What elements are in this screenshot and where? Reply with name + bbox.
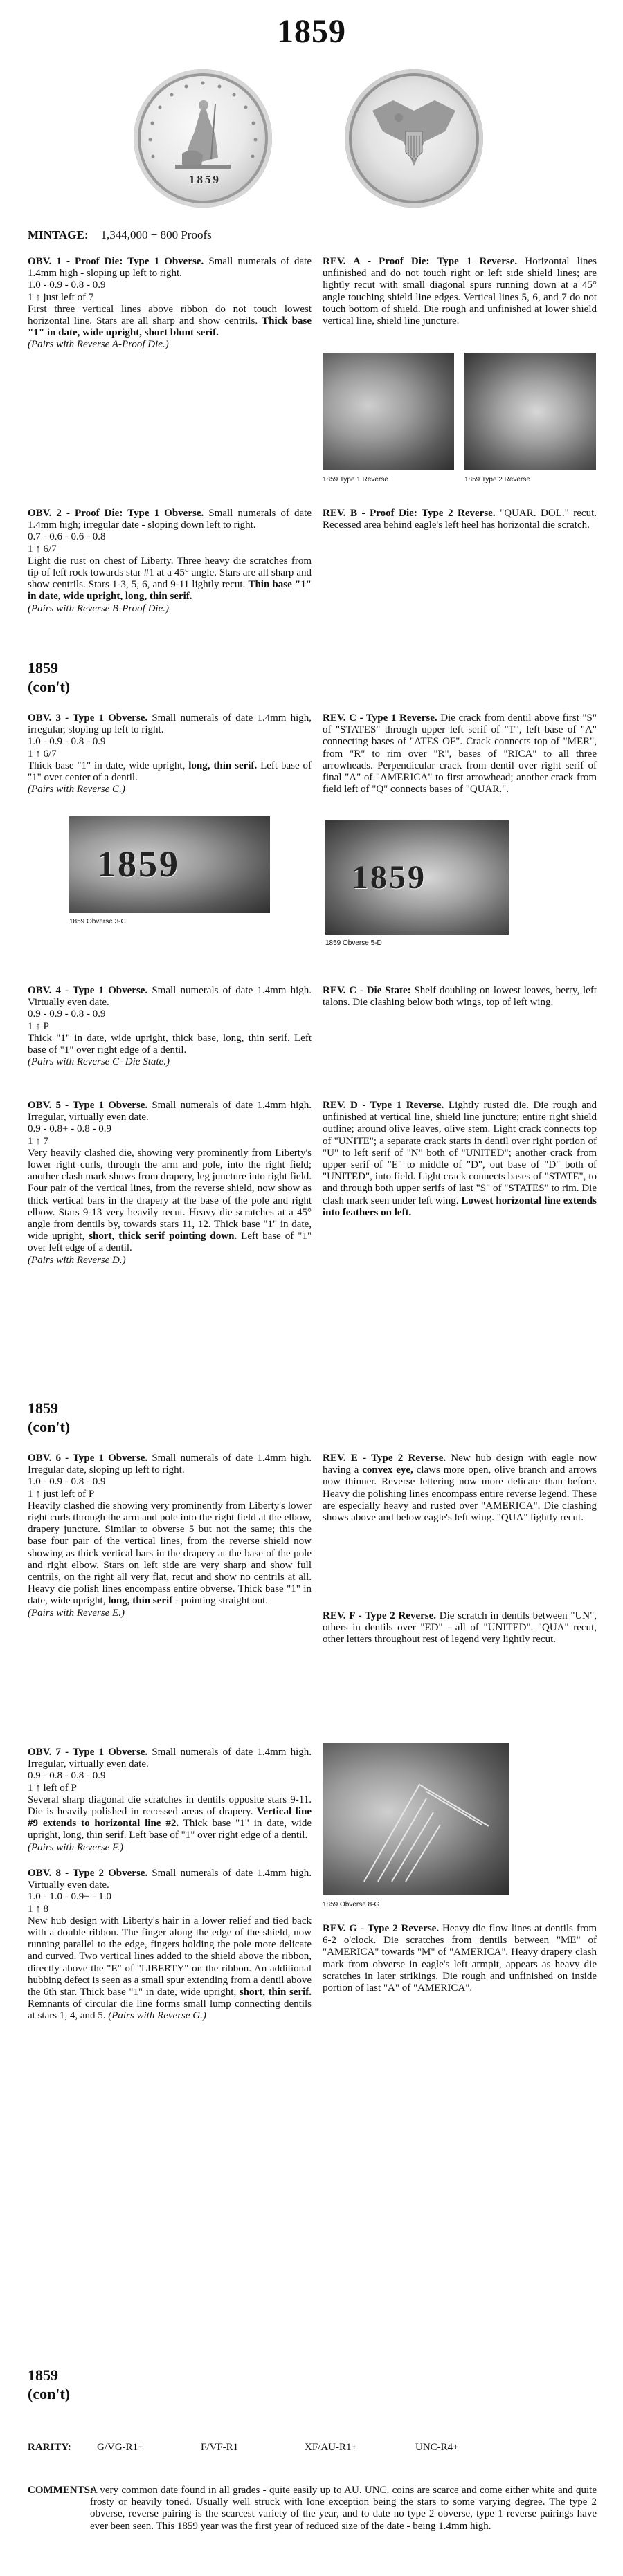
obverse-2-position: 1 ↑ 6/7 <box>28 543 57 555</box>
obverse-2-entry <box>28 508 312 615</box>
obverse-8-pairs: (Pairs with Reverse G.) <box>108 2010 206 2022</box>
comments-text: A very common date found in all grades - quite easily up to AU. UNC. coins are scarce and come either white and quite frosty or heavily toned. Usually well struck with lone exception being the stars to some varying degree. The type 2 obverse, reverse pairing is the scarcest variety of the year, and to date no type 2 obverse, type 1 reverse pairings have ever been seen. This 1859 year was the first year of reduced size of the date - being 1.4mm high. <box>90 2485 597 2532</box>
reverse-b-text: "QUAR. DOL." recut. Recessed area behind eagle's left heel has horizontal die scratch. <box>323 508 597 531</box>
obverse-1-position: 1 ↑ just left of 7 <box>28 291 94 303</box>
obverse-5d-date: 1859 <box>352 859 426 896</box>
continued-label: (con't) <box>28 1418 71 1435</box>
reverse-e-text: New hub design with eagle now having a <box>323 1453 597 1476</box>
obverse-3c-date-photo <box>69 816 270 913</box>
continued-heading-2 <box>28 1399 70 1436</box>
reverse-c-text: Die crack from dentil above first "S" of "STATES" through upper left serif of "T", left base of "A" connecting bases of "ATES OF". Crack connects top of "MER", from "R" to rim over "R", bases of "RICA" to all three arrowheads. Perpendicular crack from dentil over right serif of final "A" of "AMERICA" to first arrowhead; another crack from field left of "Q" connects bases of "QUAR.". <box>323 712 597 795</box>
obverse-7-pairs: (Pairs with Reverse F.) <box>28 1841 124 1853</box>
reverse-c-die-state-text: Shelf doubling on lowest leaves, berry, left talons. Die clashing below both wings, top of left wing. <box>323 985 597 1009</box>
continued-year: 1859 <box>28 1399 58 1417</box>
obverse-1-pairs: (Pairs with Reverse A-Proof Die.) <box>28 339 169 351</box>
reverse-f-text: Die scratch in dentils between "UN", others in dentils over "ED" - all of "UNITED". "QUA" recut, other letters throughout rest of legend very lightly recut. <box>323 1610 597 1646</box>
obverse-7-heading: OBV. 7 - Type 1 Obverse. <box>28 1747 148 1758</box>
obverse-3-position: 1 ↑ 6/7 <box>28 748 57 760</box>
obverse-4-text: Small numerals of date 1.4mm high. Virtually even date. <box>28 985 312 1009</box>
obverse-5d-caption: 1859 Obverse 5-D <box>325 939 382 947</box>
type-2-reverse-photo <box>464 353 596 470</box>
obverse-1-body: First three vertical lines above ribbon do not touch lowest horizontal line. Stars are all sharp and show centrils. <box>28 303 312 327</box>
reverse-c-die-state-entry <box>323 985 597 1009</box>
obverse-2-key: Thin base "1" in date, wide upright, long, thin serif. <box>28 579 312 602</box>
reverse-a-heading: REV. A - Proof Die: Type 1 Reverse. <box>323 256 518 267</box>
obverse-1-entry <box>28 256 312 351</box>
mintage-label: MINTAGE: <box>28 228 89 241</box>
rarity-xf: XF/AU-R1+ <box>305 2442 357 2453</box>
obverse-2-pairs: (Pairs with Reverse B-Proof Die.) <box>28 602 169 614</box>
obverse-6-position: 1 ↑ just left of P <box>28 1488 95 1500</box>
reverse-b-heading: REV. B - Proof Die: Type 2 Reverse. <box>323 508 496 519</box>
obverse-7-body: Several sharp diagonal die scratches in dentils opposite stars 9-11. Die is heavily polished in recessed areas of drapery. <box>28 1794 312 1818</box>
reverse-d-entry <box>323 1100 597 1219</box>
continued-heading-1 <box>28 659 70 696</box>
obverse-5-position: 1 ↑ 7 <box>28 1135 48 1147</box>
obverse-3-text: Small numerals of date 1.4mm high, irregular, sloping up left to right. <box>28 712 312 736</box>
type-1-reverse-photo <box>323 353 454 470</box>
obverse-2-heading: OBV. 2 - Proof Die: Type 1 Obverse. <box>28 508 204 519</box>
obverse-2-grades: 0.7 - 0.6 - 0.6 - 0.8 <box>28 531 106 543</box>
continued-year: 1859 <box>28 659 58 677</box>
obverse-8g-photo <box>323 1743 509 1895</box>
obverse-3-grades: 1.0 - 0.9 - 0.8 - 0.9 <box>28 736 106 748</box>
mintage-value: 1,344,000 + 800 Proofs <box>100 228 212 241</box>
obverse-6-entry <box>28 1453 312 1619</box>
reverse-c-die-state-heading: REV. C - Die State: <box>323 985 411 996</box>
mintage <box>28 228 212 242</box>
reverse-e-heading: REV. E - Type 2 Reverse. <box>323 1453 446 1464</box>
obverse-3c-caption: 1859 Obverse 3-C <box>69 918 126 926</box>
obverse-8-text: Small numerals of date 1.4mm high. Virtually even date. <box>28 1868 312 1891</box>
obverse-1-key: Thick base "1" in date, wide upright, short blunt serif. <box>28 315 312 339</box>
rarity-good: G/VG-R1+ <box>97 2442 144 2453</box>
continued-label: (con't) <box>28 678 71 695</box>
obverse-8-body: New hub design with Liberty's hair in a lower relief and tied back with a double ribbon. The finger along the edge of the shield, now running parallel to the edge, fingers holding the pole more delicate and curved. Two vertical lines added to the shield above the ribbon, directly above the "E" of "LIBERTY" on the ribbon. An additional hubbing defect is seen as a small spur extending from a dentil above the 6th star. Thick base "1" in date, wide upright, <box>28 1915 312 1998</box>
rarity-label: RARITY: <box>28 2442 71 2453</box>
reverse-d-key: Lowest horizontal line extends into feathers on left. <box>323 1195 597 1218</box>
obverse-4-position: 1 ↑ P <box>28 1020 49 1032</box>
obverse-1-heading: OBV. 1 - Proof Die: Type 1 Obverse. <box>28 256 204 267</box>
obverse-2-body: Light die rust on chest of Liberty. Three heavy die scratches from tip of left rock towards star #1 at a 45° angle. Stars are all sharp and show centrils. Stars 1-3, 5, 6, and 9-11 lightly recut. <box>28 555 312 591</box>
obverse-5d-date-photo <box>325 820 509 935</box>
obverse-3-key: long, thin serif. <box>188 760 258 771</box>
obverse-8-key: short, thin serif. <box>239 1987 312 1998</box>
obverse-3-heading: OBV. 3 - Type 1 Obverse. <box>28 712 148 724</box>
reverse-e-text2: claws more open, olive branch and arrows now thinner. Reverse lettering now more delicate than before. Heavy die polishing lines encompass entire reverse legend. These are especially heavy and rusted over "AMERICA". Die clashing shows above and below eagle's left wing. "QUA" lightly recut. <box>323 1464 597 1524</box>
obverse-7-text: Small numerals of date 1.4mm high. Irregular, virtually even date. <box>28 1747 312 1770</box>
obverse-5-grades: 0.9 - 0.8+ - 0.8 - 0.9 <box>28 1123 111 1135</box>
obverse-3c-date: 1859 <box>97 843 180 885</box>
obverse-5-heading: OBV. 5 - Type 1 Obverse. <box>28 1100 148 1111</box>
eagle-figure <box>345 69 483 208</box>
continued-label: (con't) <box>28 2385 71 2402</box>
obverse-4-entry <box>28 985 312 1068</box>
continued-heading-3 <box>28 2366 70 2403</box>
obverse-6-text: Small numerals of date 1.4mm high. Irregular date, sloping up left to right. <box>28 1453 312 1476</box>
reverse-f-heading: REV. F - Type 2 Reverse. <box>323 1610 437 1621</box>
type-2-reverse-caption: 1859 Type 2 Reverse <box>464 476 530 484</box>
obverse-5-body2: Left base of "1" over left edge of a dentil. <box>28 1231 312 1254</box>
obverse-5-key: short, thick serif pointing down. <box>89 1231 237 1242</box>
obverse-4-pairs: (Pairs with Reverse C- Die State.) <box>28 1056 170 1068</box>
reverse-g-text: Heavy die flow lines at dentils from 6-2 o'clock. Die scratches from dentils between "ME" of "AMERICA" towards "M" of "AMERICA". Heavy drapery clash mark from obverse in eagle's left armpit, appears as heavy die scratches in later strikings. Die rough and unfinished on inside portion of last "A" of "AMERICA". <box>323 1923 597 1994</box>
obverse-6-body: Heavily clashed die showing very prominently from Liberty's lower right curls through the arm and pole into the right field at the elbow, drapery juncture. Similar to obverse 5 but not the same; this the base four pair of the vertical lines, from the reverse shield now showing as thick vertical bars in the drapery at the base of the pole and right elbow. Stars on left side are very sharp and show full centrils, on the right all very flat, recut and show no centrils at all. Heavy die polish lines encompass entire obverse. Thick base "1" in date, wide upright, <box>28 1500 312 1607</box>
obverse-7-body2: Thick base "1" in date, wide upright, long, thin serif. Left base of "1" over right edge of a dentil. <box>28 1818 312 1841</box>
reverse-b-entry <box>323 508 597 531</box>
obverse-4-grades: 0.9 - 0.9 - 0.8 - 0.9 <box>28 1009 106 1020</box>
reverse-d-text: Lightly rusted die. Die rough and unfinished at vertical line, shield line juncture; entire right shield outline; around olive leaves, olive stem. Light crack connects top of "UNITE"; a separate crack starts in dentil over right portion of "U" to left serif of "N" both of "UNITED"; another crack from upper serif of "E" to middle of "D", out base of "D" both of "UNITED", into field. Light crack connects bases of "STATE", to and through both upper serifs of last "S" of "STATES" to rim. Die clash mark seen under left wing. <box>323 1100 597 1206</box>
obverse-6-pairs: (Pairs with Reverse E.) <box>28 1607 125 1619</box>
obverse-3-pairs: (Pairs with Reverse C.) <box>28 784 125 795</box>
obverse-3-body: Thick base "1" in date, wide upright, <box>28 760 186 771</box>
obverse-5-pairs: (Pairs with Reverse D.) <box>28 1254 126 1266</box>
obverse-6-grades: 1.0 - 0.9 - 0.8 - 0.9 <box>28 1476 106 1488</box>
reverse-c-entry <box>323 712 597 795</box>
obverse-8g-caption: 1859 Obverse 8-G <box>323 1901 380 1908</box>
obverse-2-text: Small numerals of date 1.4mm high; irregular date - sloping down left to right. <box>28 508 312 531</box>
comments-label: COMMENTS: <box>28 2485 93 2496</box>
obverse-6-key: long, thin serif <box>108 1595 173 1607</box>
obverse-8-entry <box>28 1868 312 2023</box>
reverse-a-entry <box>323 256 597 327</box>
shield-detail-figure <box>323 1743 509 1895</box>
obverse-7-grades: 0.9 - 0.8 - 0.8 - 0.9 <box>28 1770 106 1782</box>
obverse-1-text: Small numerals of date 1.4mm high - sloping up left to right. <box>28 256 312 279</box>
obverse-4-body: Thick "1" in date, wide upright, thick base, long, thin serif. Left base of "1" over right edge of a dentil. <box>28 1032 312 1056</box>
reverse-d-heading: REV. D - Type 1 Reverse. <box>323 1100 444 1111</box>
reverse-e-key: convex eye, <box>362 1464 413 1476</box>
reverse-a-text: Horizontal lines unfinished and do not touch right or left side shield lines; are lightly recut with small diagonal spurs running down at a 45° angle touching shield line edges. Vertical lines 5, 6, and 7 do not touch bottom of shield. Die rough and unfinished at lower shield vertical line, shield line juncture. <box>323 256 597 327</box>
reverse-c-heading: REV. C - Type 1 Reverse. <box>323 712 437 724</box>
obverse-4-heading: OBV. 4 - Type 1 Obverse. <box>28 985 148 996</box>
obverse-coin-image <box>134 69 272 208</box>
seated-liberty-figure <box>134 69 272 208</box>
rarity-fine: F/VF-R1 <box>201 2442 239 2453</box>
obverse-5-entry <box>28 1100 312 1267</box>
page-title: 1859 <box>277 13 346 50</box>
obverse-8-body2: Remnants of circular die line forms small lump connecting dentils at stars 1, 4, and 5. <box>28 1998 312 2022</box>
obverse-6-heading: OBV. 6 - Type 1 Obverse. <box>28 1453 148 1464</box>
obverse-3-body2: Left base of "1" over center of a dentil. <box>28 760 312 784</box>
obverse-7-entry <box>28 1747 312 1854</box>
obverse-date: 1859 <box>189 173 221 186</box>
obverse-5-text: Small numerals of date 1.4mm high. Irregular, virtually even date. <box>28 1100 312 1123</box>
obverse-7-key: Vertical line #9 extends to horizontal line #2. <box>28 1806 312 1830</box>
type-1-reverse-caption: 1859 Type 1 Reverse <box>323 476 388 484</box>
obverse-8-heading: OBV. 8 - Type 2 Obverse. <box>28 1868 148 1879</box>
reverse-coin-image <box>345 69 483 208</box>
obverse-3-entry <box>28 712 312 795</box>
rarity-unc: UNC-R4+ <box>415 2442 459 2453</box>
reverse-g-heading: REV. G - Type 2 Reverse. <box>323 1923 440 1934</box>
obverse-6-body2: - pointing straight out. <box>174 1595 269 1607</box>
obverse-7-position: 1 ↑ left of P <box>28 1782 77 1794</box>
reverse-f-entry <box>323 1610 597 1646</box>
obverse-5-body: Very heavily clashed die, showing very prominently from Liberty's lower right curls, through the arm and pole, into the right field; another clash mark shows from drapery, leg juncture into right field. Four pair of the vertical lines, from the reverse shield, now show as thick vertical bars in the drapery at the base of the pole and right elbow. Stars 9-13 very heavily recut. Heavy die scratches at a 45° angle from dentils by, towards stars 11, 12. Thick base "1" in date, wide upright, <box>28 1147 312 1242</box>
obverse-1-grades: 1.0 - 0.9 - 0.8 - 0.9 <box>28 279 106 291</box>
obverse-8-position: 1 ↑ 8 <box>28 1903 48 1915</box>
continued-year: 1859 <box>28 2366 58 2384</box>
obverse-8-grades: 1.0 - 1.0 - 0.9+ - 1.0 <box>28 1891 111 1903</box>
reverse-e-entry <box>323 1453 597 1524</box>
reverse-g-entry <box>323 1923 597 1994</box>
